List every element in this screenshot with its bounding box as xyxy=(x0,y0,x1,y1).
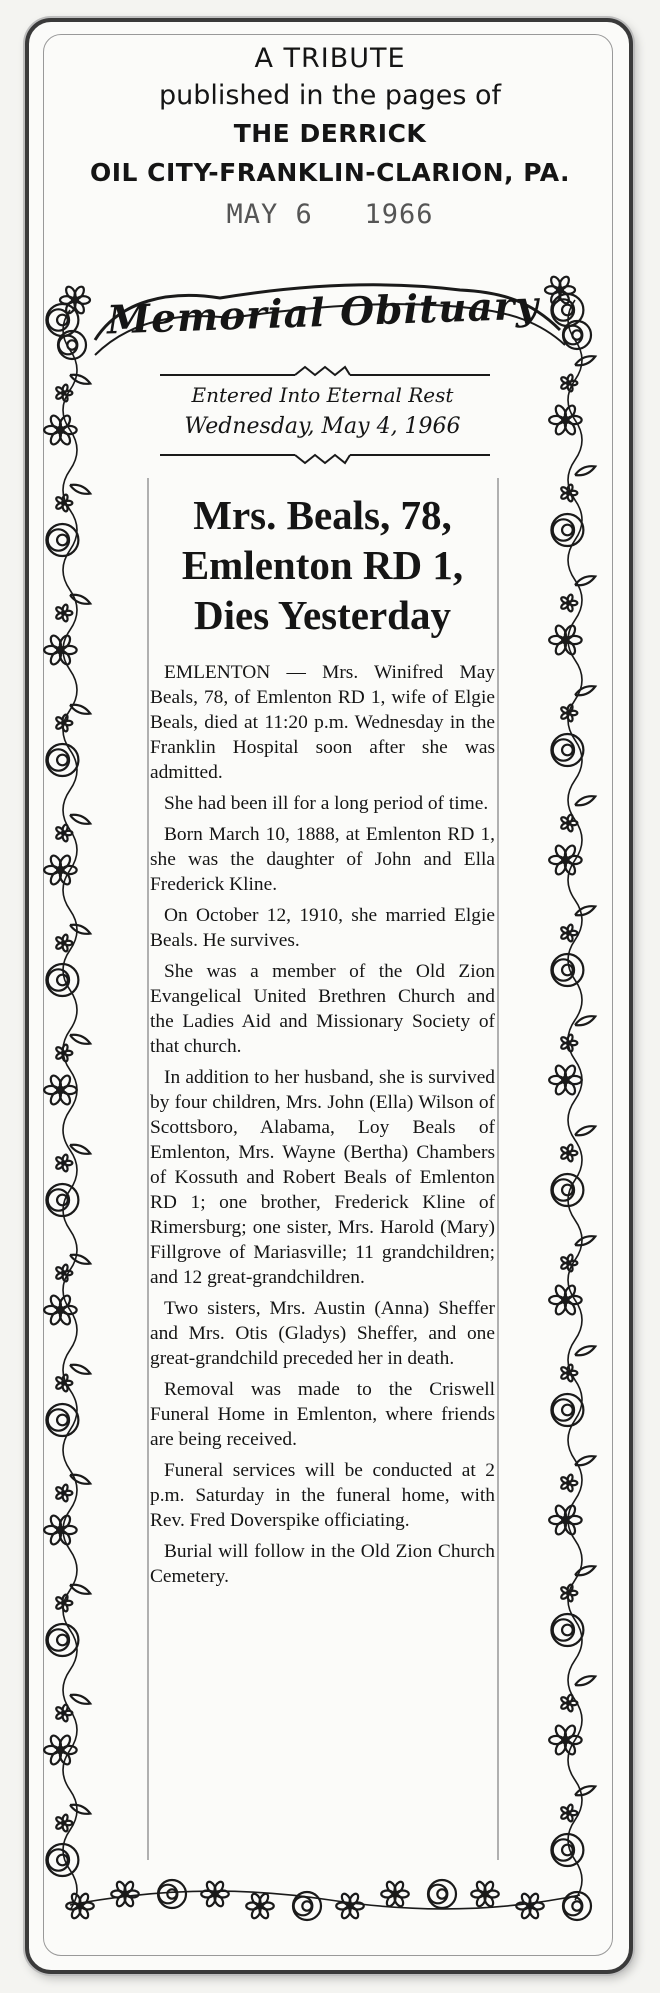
obituary-paragraph: Two sisters, Mrs. Austin (Anna) Sheffer and Mrs. Otis (Gladys) Sheffer, and one great-grandchild preceded her in death. xyxy=(150,1298,495,1369)
memorial-banner xyxy=(88,270,558,370)
obituary-paragraph: She had been ill for a long period of time. xyxy=(164,793,489,814)
tribute-subtitle: published in the pages of xyxy=(158,80,502,111)
eternal-rest-text: Entered Into Eternal Rest xyxy=(191,383,454,407)
obituary-paragraph: EMLENTON — Mrs. Winifred May Beals, 78, of Emlenton RD 1, wife of Elgie Beals, died at 11:20 p.m. Wednesday in the Franklin Hospital soon after she was admitted. xyxy=(150,662,495,783)
date-stamp: MAY 6 1966 xyxy=(226,199,434,230)
obituary-body xyxy=(150,660,495,1589)
newspaper-location: OIL CITY-FRANKLIN-CLARION, PA. xyxy=(89,158,571,187)
obituary-paragraph: On October 12, 1910, she married Elgie Beals. He survives. xyxy=(150,905,495,951)
obituary-headline: Mrs. Beals, 78, Emlenton RD 1, Dies Yesterday xyxy=(181,492,464,638)
obituary-paragraph: She was a member of the Old Zion Evangelical United Brethren Church and the Ladies Aid and Missionary Society of that church. xyxy=(150,961,495,1057)
tribute-title: A TRIBUTE xyxy=(254,43,406,74)
newspaper-name: THE DERRICK xyxy=(233,119,427,148)
obituary-article xyxy=(150,480,495,1589)
obituary-paragraph: Funeral services will be conducted at 2 p.m. Saturday in the funeral home, with Rev. Fred Doverspike officiating. xyxy=(150,1460,495,1531)
obituary-paragraph: Born March 10, 1888, at Emlenton RD 1, she was the daughter of John and Ella Frederick Kline. xyxy=(150,824,495,895)
tribute-header xyxy=(0,40,660,238)
eternal-rest-box xyxy=(150,380,495,444)
obituary-paragraph: In addition to her husband, she is survived by four children, Mrs. John (Ella) Wilson of Scottsboro, Alabama, Loy Beals of Emlenton, Mrs. Wayne (Bertha) Chambers of Kossuth and Robert Beals of Emlenton RD 1; one brother, Frederick Kline of Rimersburg; one sister, Mrs. Harold (Mary) Fillgrove of Mariasville; 11 grandchildren; and 12 great-grandchildren. xyxy=(150,1067,495,1288)
death-date: Wednesday, May 4, 1966 xyxy=(184,414,461,439)
obituary-paragraph: Burial will follow in the Old Zion Church Cemetery. xyxy=(150,1541,495,1587)
obituary-paragraph: Removal was made to the Criswell Funeral Home in Emlenton, where friends are being received. xyxy=(150,1379,495,1450)
memorial-banner-title: Memorial Obituary xyxy=(106,282,540,344)
